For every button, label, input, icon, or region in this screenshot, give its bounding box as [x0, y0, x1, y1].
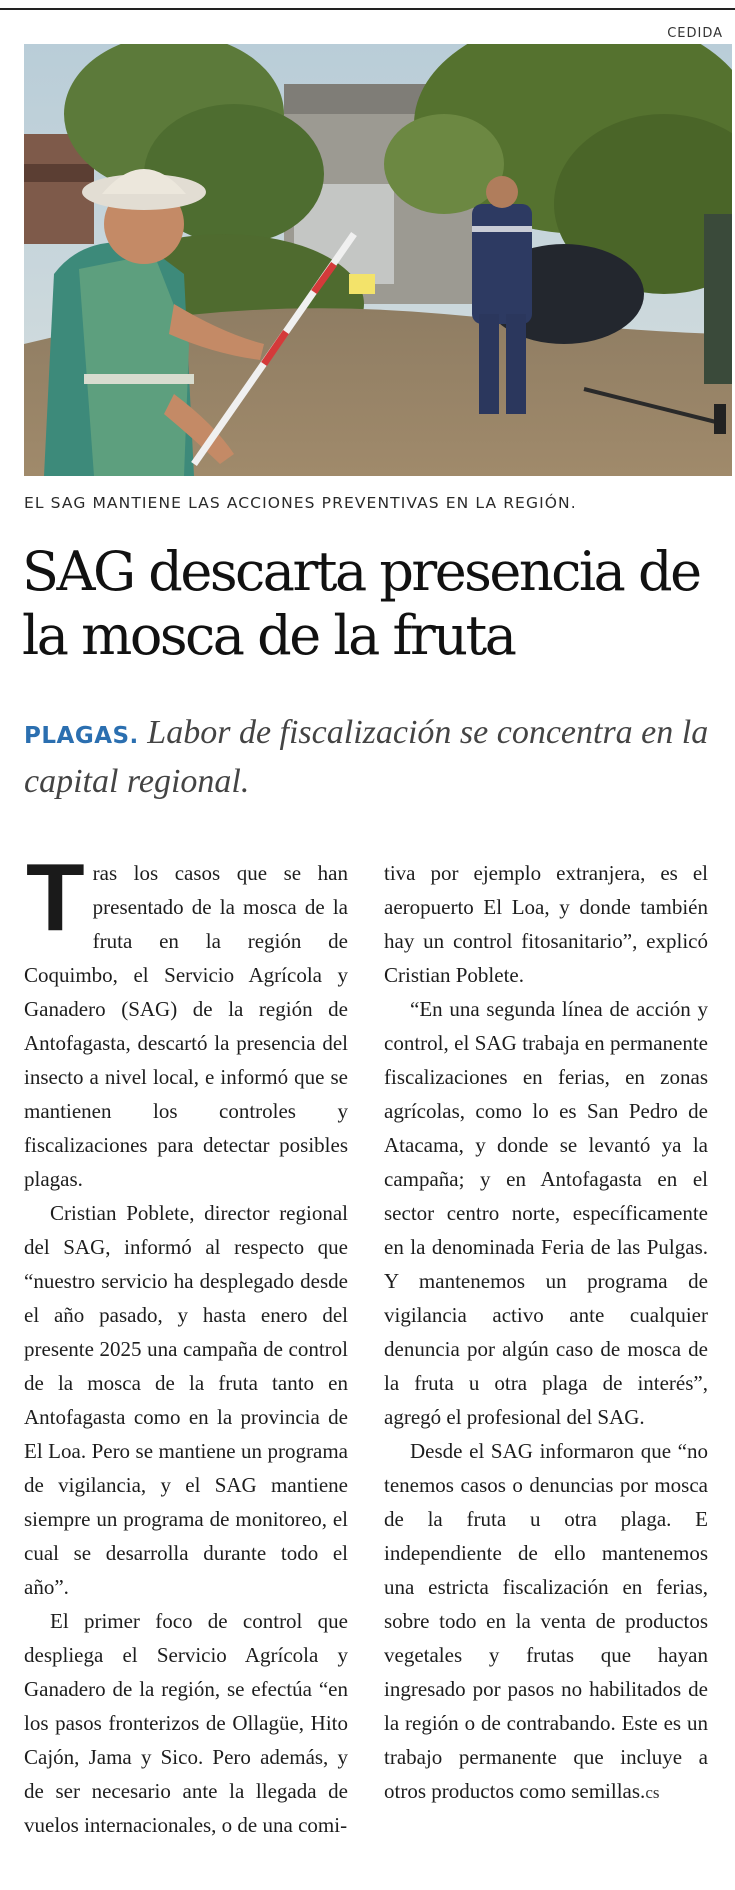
paragraph-text: Desde el SAG informaron que “no tenemos casos o denuncias por mosca de la fruta u otra plaga. E independiente de ello mantenemos una estricta fiscalización en ferias, sobre todo en la venta de productos vegetales y frutas que hayan ingresado por pasos no habilitados de la región o de contrabando. Este es un trabajo permanente que incluye a otros productos como semillas. [384, 1439, 708, 1803]
headline: SAG descarta presencia de la mosca de la fruta [22, 540, 700, 667]
paragraph-text: ras los casos que se han presentado de la mosca de la fruta en la región de Coquimbo, el Servicio Agrícola y Ganadero (SAG) de la región de Antofagasta, descartó la presencia del insecto a nivel local, e informó que se mantienen los controles y fiscalizaciones para detectar posibles plagas. [24, 861, 348, 1191]
photo-field-workers-icon [24, 44, 732, 476]
body-paragraph: tiva por ejemplo extranjera, es el aeropuerto El Loa, y donde también hay un control fitosanitario”, explicó Cristian Poblete. [384, 861, 708, 987]
article-photo [24, 44, 732, 476]
body-paragraph: “En una segunda línea de acción y control, el SAG trabaja en permanente fiscalizaciones en ferias, en zonas agrícolas, como lo es San Pedro de Atacama, y donde se levantó ya la campaña; y en Antofagasta en el sector centro norte, específicamente en la denominada Feria de las Pulgas. Y mantenemos un programa de vigilancia activo ante cualquier denuncia por algún caso de mosca de la fruta u otra plaga de interés”, agregó el profesional del SAG. [384, 997, 708, 1429]
kicker [24, 710, 724, 805]
body-paragraph: Cristian Poblete, director regional del SAG, informó al respecto que “nuestro servicio ha desplegado desde el año pasado, y hasta enero del presente 2025 una campaña de control de la mosca de la fruta tanto en Antofagasta como en la provincia de El Loa. Pero se mantiene un programa de vigilancia, y el SAG mantiene siempre un programa de monitoreo, el cual se desarrolla durante todo el año”. [24, 1201, 348, 1599]
photo-credit: CEDIDA [667, 26, 723, 41]
drop-cap: T [26, 844, 85, 951]
body-column-right [384, 856, 708, 1810]
kicker-text: Labor de fiscalización se concentra en la capital regional. [24, 714, 709, 800]
photo-caption: EL SAG MANTIENE LAS ACCIONES PREVENTIVAS EN LA REGIÓN. [24, 494, 577, 512]
top-rule [0, 8, 735, 10]
section-tag: PLAGAS. [24, 723, 139, 749]
end-mark: cs [645, 1783, 660, 1802]
body-paragraph [384, 1434, 708, 1810]
body-paragraph: El primer foco de control que despliega el Servicio Agrícola y Ganadero de la región, se efectúa “en los pasos fronterizos de Ollagüe, Hito Cajón, Jama y Sico. Pero además, y de ser necesario ante la llegada de vuelos internacionales, o de una comi- [24, 1609, 348, 1837]
body-paragraph [24, 844, 348, 1196]
body-column-left [24, 844, 348, 1842]
